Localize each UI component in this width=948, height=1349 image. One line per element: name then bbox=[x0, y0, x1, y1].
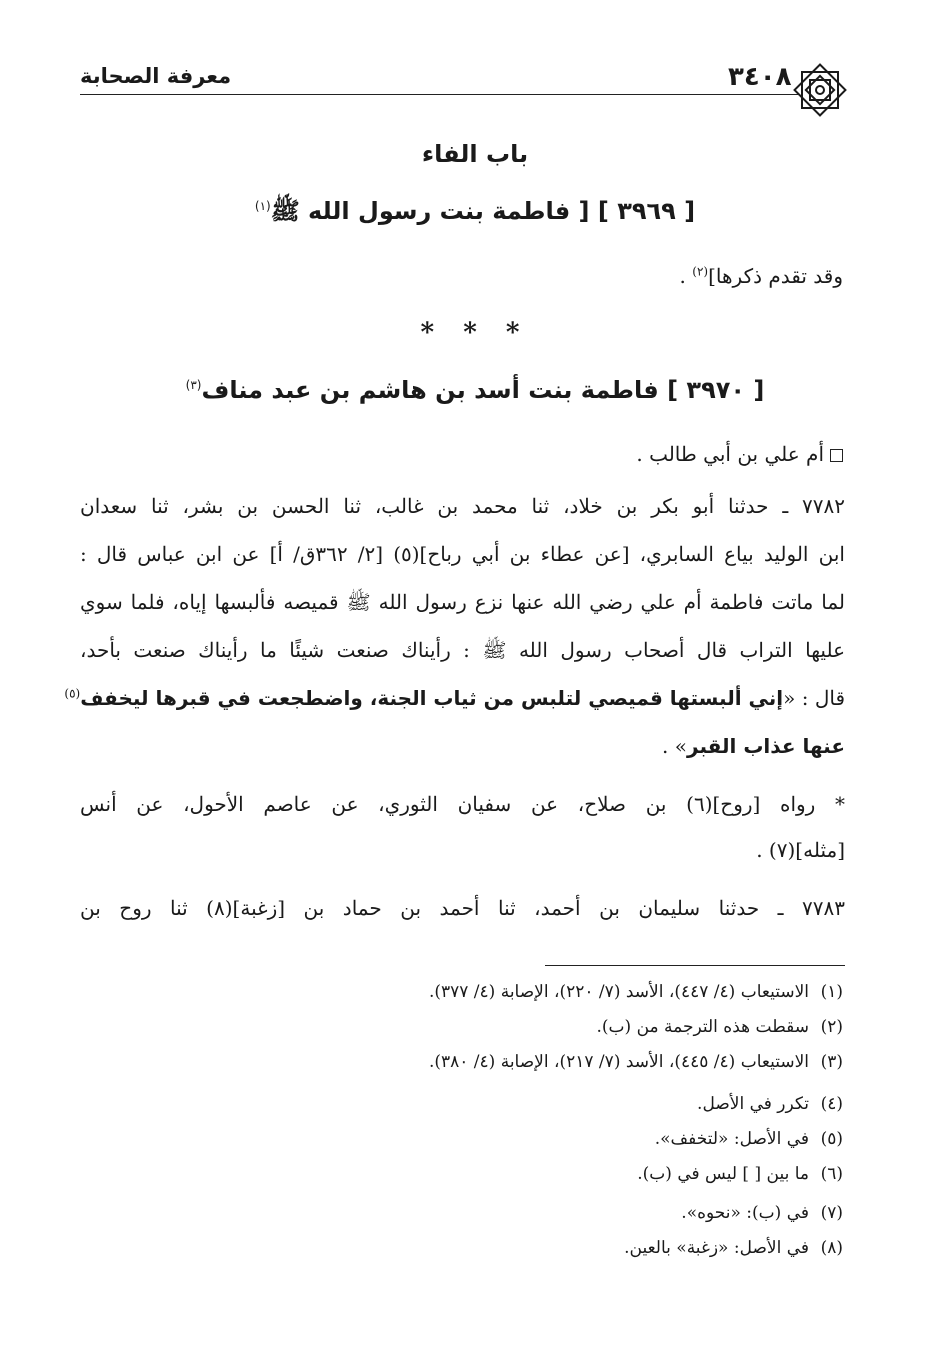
octagram-ornament-icon bbox=[790, 60, 850, 120]
footnote-number: (٣) bbox=[820, 1052, 843, 1072]
body-line: لما ماتت فاطمة أم علي رضي الله عنها نزع رسول الله ﷺ قميصه فألبسها إياه، فلما سوي bbox=[80, 590, 845, 614]
quote-lead: قال : « bbox=[783, 686, 845, 710]
footnote bbox=[655, 1129, 843, 1149]
footnote-number: (٧) bbox=[820, 1203, 843, 1223]
quote-line-end bbox=[80, 734, 845, 758]
footnote-number: (٦) bbox=[820, 1164, 843, 1184]
entry-intro-line bbox=[636, 442, 843, 466]
footnote bbox=[624, 1238, 843, 1258]
book-title: معرفة الصحابة bbox=[80, 64, 232, 88]
footnote-number: (٤) bbox=[820, 1094, 843, 1114]
riwaya-line: [مثله](٧) . bbox=[756, 838, 845, 862]
footnote-text: في (ب): «نحوه». bbox=[681, 1203, 809, 1223]
body-line: عليها التراب قال أصحاب رسول الله ﷺ : رأيناك صنعت شيئًا ما رأيناك صنعت بأحد، bbox=[80, 638, 845, 662]
footnote-text: سقطت هذه الترجمة من (ب). bbox=[596, 1017, 809, 1037]
quote-end: » . bbox=[662, 734, 687, 758]
running-header bbox=[80, 60, 870, 100]
footnote-text: الاستيعاب (٤/ ٤٤٥)، الأسد (٧/ ٢١٧)، الإصابة (٤/ ٣٨٠). bbox=[428, 1052, 809, 1072]
riwaya-line: * رواه [روح](٦) بن صلاح، عن سفيان الثوري، عن عاصم الأحول، عن أنس bbox=[80, 792, 845, 816]
footnote-ref: (٢) bbox=[692, 264, 709, 279]
entry-heading-3970 bbox=[80, 376, 870, 404]
body-line: ٧٧٨٢ ـ حدثنا أبو بكر بن خلاد، ثنا محمد بن غالب، ثنا الحسن بن بشر، ثنا سعدان bbox=[80, 494, 845, 518]
body-line: ٧٧٨٣ ـ حدثنا سليمان بن أحمد، ثنا أحمد بن حماد بن [زغبة](٨) ثنا روح بن bbox=[80, 896, 845, 920]
footnote-number: (٨) bbox=[820, 1238, 843, 1258]
footnote-text: في الأصل: «لتخفف». bbox=[654, 1129, 809, 1149]
footnote-text: تكرر في الأصل. bbox=[697, 1094, 809, 1114]
chapter-title: باب الفاء bbox=[421, 140, 529, 168]
footnote-number: (٢) bbox=[820, 1017, 843, 1037]
footnote-ref: (٥) bbox=[64, 686, 81, 701]
entry-note-end: . bbox=[679, 264, 686, 288]
footnote-text: الاستيعاب (٤/ ٤٤٧)، الأسد (٧/ ٢٢٠)، الإصابة (٤/ ٣٧٧). bbox=[428, 982, 809, 1002]
body-line: ابن الوليد بياع السابري، [عن عطاء بن أبي رباح](٥) [٢/ ٣٦٢ق/ أ] عن ابن عباس قال : bbox=[80, 542, 845, 566]
footnote bbox=[429, 982, 843, 1002]
entry-note-line bbox=[680, 264, 843, 288]
footnote bbox=[597, 1017, 843, 1037]
entry-heading-3969 bbox=[80, 196, 870, 231]
footnote-number: (١) bbox=[820, 982, 843, 1002]
footnote-text: ما بين [ ] ليس في (ب). bbox=[637, 1164, 809, 1184]
footnote bbox=[681, 1203, 843, 1223]
footnote-number: (٥) bbox=[820, 1129, 843, 1149]
square-bullet-icon bbox=[830, 449, 843, 462]
quote-text: عنها عذاب القبر bbox=[687, 734, 845, 758]
section-separator: * * * bbox=[420, 318, 530, 348]
entry-heading-text: [ ٣٩٦٩ ] [ فاطمة بنت رسول الله ﷺ bbox=[270, 197, 696, 225]
footnote-rule bbox=[545, 965, 845, 966]
quote-line bbox=[64, 686, 845, 710]
entry-intro-text: أم علي بن أبي طالب . bbox=[636, 442, 824, 466]
footnote bbox=[429, 1052, 843, 1072]
footnote-ref: (٣) bbox=[185, 378, 202, 392]
entry-note-text: وقد تقدم ذكرها] bbox=[708, 264, 843, 288]
header-rule bbox=[80, 94, 800, 95]
quote-text: إني ألبستها قميصي لتلبس من ثياب الجنة، واضطجعت في قبرها ليخفف bbox=[80, 686, 784, 710]
footnote-ref: (١) bbox=[254, 199, 271, 213]
footnote-text: في الأصل: «زغبة» بالعين. bbox=[624, 1238, 809, 1258]
page-number: ٣٤٠٨ bbox=[728, 62, 792, 92]
footnote bbox=[697, 1094, 843, 1114]
entry-heading-text: [ ٣٩٧٠ ] فاطمة بنت أسد بن هاشم بن عبد مناف bbox=[201, 376, 765, 404]
footnote bbox=[637, 1164, 843, 1184]
